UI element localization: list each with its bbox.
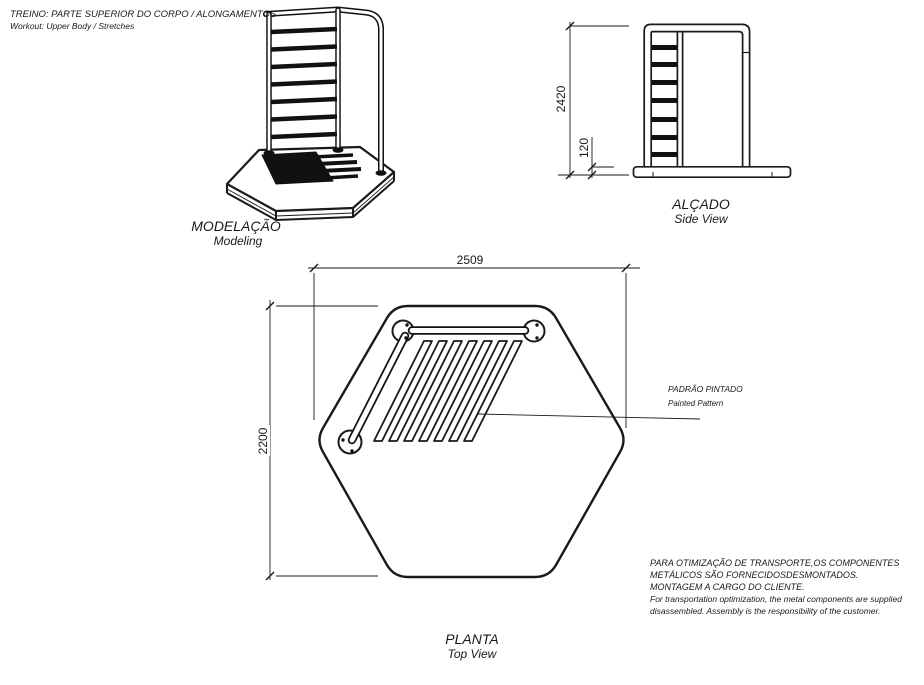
transport-note-en-line2: disassembled. Assembly is the responsibility of the customer. <box>650 606 881 616</box>
isometric-view <box>227 10 394 221</box>
dimension-120 <box>588 137 614 179</box>
painted-pattern-annotation-pt: PADRÃO PINTADO <box>668 384 743 394</box>
dimension-value-side-base-height: 120 <box>577 137 591 159</box>
side-view-label-pt: ALÇADO <box>672 196 730 212</box>
transport-note-en-line1: For transportation optimization, the metal components are supplied <box>650 594 902 604</box>
side-view <box>558 22 791 179</box>
transport-note-pt-line1: PARA OTIMIZAÇÃO DE TRANSPORTE,OS COMPONENTES <box>650 558 900 568</box>
transport-note-pt-line3: MONTAGEM A CARGO DO CLIENTE. <box>650 582 805 592</box>
dimension-value-side-total-height: 2420 <box>554 85 568 113</box>
modeling-view-label-en: Modeling <box>213 234 263 248</box>
painted-pattern-annotation-en: Painted Pattern <box>668 399 724 408</box>
side-view-label-en: Side View <box>674 212 728 226</box>
plan-view-label-en: Top View <box>447 647 497 661</box>
sheet-title-en: Workout: Upper Body / Stretches <box>10 21 135 31</box>
plan-view <box>266 264 700 580</box>
transport-notes <box>650 557 902 617</box>
dimension-value-plan-width: 2509 <box>456 253 484 267</box>
plan-view-label-pt: PLANTA <box>445 631 499 647</box>
dimension-value-plan-depth: 2200 <box>256 427 270 455</box>
iso-ladder-rungs <box>271 29 337 137</box>
sheet-title-pt: TREINO: PARTE SUPERIOR DO CORPO / ALONGAMENTOS <box>10 9 277 20</box>
dimension-2420 <box>558 22 629 179</box>
modeling-view-label-pt: MODELAÇÃO <box>191 218 281 234</box>
side-base-plate <box>634 167 791 177</box>
side-ladder-rungs <box>652 48 677 155</box>
transport-note-pt-line2: METÁLICOS SÃO FORNECIDOSDESMONTADOS. <box>650 570 859 580</box>
